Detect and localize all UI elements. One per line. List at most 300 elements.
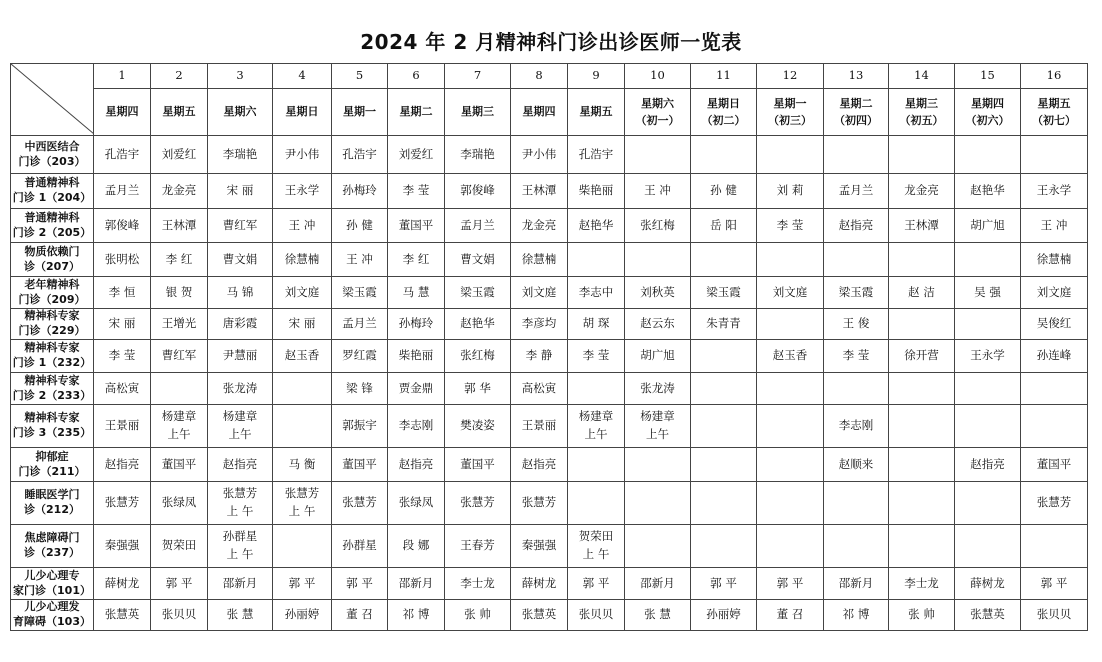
doctor-cell <box>824 568 889 600</box>
weekday-cell <box>332 89 388 136</box>
doctor-cell <box>208 405 273 448</box>
doctor-cell <box>332 525 388 568</box>
weekday-cell <box>151 89 208 136</box>
doctor-cell <box>568 525 625 568</box>
weekday-cell <box>94 89 151 136</box>
doctor-name: 王 冲 <box>346 251 373 266</box>
doctor-name: 王林潭 <box>904 217 939 232</box>
doctor-cell <box>388 174 445 209</box>
doctor-cell <box>511 174 568 209</box>
doctor-cell <box>1021 448 1088 482</box>
doctor-cell <box>94 309 151 340</box>
doctor-name: 王 冲 <box>288 217 316 232</box>
doctor-name: 梁 锋 <box>346 380 373 395</box>
day-number-cell: 16 <box>1021 64 1088 89</box>
day-number-cell: 4 <box>273 64 332 89</box>
clinic-name-line: 门诊（229） <box>18 324 86 337</box>
session-note: 上 午 <box>288 504 316 518</box>
doctor-cell <box>511 448 568 482</box>
doctor-name: 樊凌姿 <box>460 418 495 433</box>
doctor-name: 赵艳华 <box>460 316 495 331</box>
doctor-cell <box>332 136 388 174</box>
doctor-name: 王 俊 <box>842 316 870 331</box>
weekday-label: 星期二 <box>839 96 873 110</box>
doctor-cell <box>273 568 332 600</box>
clinic-name-line: 抑郁症 <box>35 449 69 463</box>
doctor-cell <box>691 340 757 373</box>
doctor-name: 李 红 <box>402 251 430 266</box>
doctor-cell <box>955 309 1021 340</box>
doctor-name: 孟月兰 <box>838 183 874 198</box>
doctor-name: 刘文庭 <box>284 284 320 299</box>
doctor-cell <box>388 277 445 309</box>
weekday-label: （初七） <box>1032 114 1076 127</box>
doctor-cell <box>445 340 511 373</box>
clinic-name-cell <box>11 340 94 373</box>
doctor-name: 祁 博 <box>842 607 870 622</box>
doctor-name: 马 衡 <box>288 456 316 471</box>
clinic-name-cell <box>11 309 94 340</box>
doctor-cell <box>94 209 151 243</box>
day-number-cell: 11 <box>691 64 757 89</box>
doctor-name: 曹红军 <box>222 217 258 232</box>
doctor-name: 秦强强 <box>521 538 557 553</box>
doctor-cell <box>151 405 208 448</box>
doctor-cell <box>955 277 1021 309</box>
doctor-cell <box>208 309 273 340</box>
doctor-name: 郭俊峰 <box>104 217 140 232</box>
doctor-cell <box>94 174 151 209</box>
doctor-cell <box>625 136 691 174</box>
doctor-name: 李志刚 <box>398 418 434 433</box>
doctor-name: 曹文娟 <box>222 251 258 266</box>
weekday-label: 星期四 <box>971 96 1004 110</box>
doctor-name: 王景丽 <box>521 418 557 433</box>
doctor-cell <box>757 405 824 448</box>
doctor-cell <box>1021 277 1088 309</box>
day-number-cell: 8 <box>511 64 568 89</box>
doctor-name: 李瑞艳 <box>460 146 495 161</box>
doctor-cell <box>332 174 388 209</box>
doctor-name: 孙 健 <box>346 217 373 232</box>
doctor-cell <box>332 568 388 600</box>
session-note: 上午 <box>167 427 191 441</box>
weekday-label: （初二） <box>701 114 746 127</box>
doctor-name: 张慧芳 <box>1036 495 1072 510</box>
page-title: 2024 年 2 月精神科门诊出诊医师一览表 <box>360 30 742 54</box>
doctor-cell <box>511 568 568 600</box>
doctor-cell <box>445 309 511 340</box>
clinic-name-cell <box>11 525 94 568</box>
doctor-name: 张贝贝 <box>1036 607 1072 622</box>
clinic-name-cell <box>11 405 94 448</box>
doctor-cell <box>757 600 824 631</box>
doctor-cell <box>824 600 889 631</box>
weekday-label: （初五） <box>899 114 944 127</box>
doctor-name: 柴艳丽 <box>398 348 434 363</box>
clinic-row <box>11 482 1088 525</box>
doctor-cell <box>955 448 1021 482</box>
doctor-name: 张慧英 <box>521 607 557 622</box>
doctor-cell <box>273 482 332 525</box>
clinic-name-cell <box>11 136 94 174</box>
doctor-cell <box>757 482 824 525</box>
clinic-row <box>11 600 1088 631</box>
doctor-cell <box>1021 243 1088 277</box>
diagonal-line <box>11 64 94 134</box>
doctor-cell <box>445 174 511 209</box>
doctor-name: 郭俊峰 <box>460 183 495 198</box>
doctor-cell <box>625 174 691 209</box>
doctor-name: 赵指亮 <box>970 456 1005 471</box>
doctor-cell <box>625 373 691 405</box>
doctor-cell <box>568 136 625 174</box>
clinic-name-cell <box>11 373 94 405</box>
day-number-cell: 9 <box>568 64 625 89</box>
doctor-name: 龙金亮 <box>521 217 557 232</box>
doctor-name: 朱青青 <box>706 316 741 331</box>
doctor-cell <box>511 405 568 448</box>
clinic-name-cell <box>11 568 94 600</box>
doctor-name: 杨建章 <box>578 409 614 424</box>
doctor-name: 张红梅 <box>460 348 495 363</box>
doctor-cell <box>955 243 1021 277</box>
doctor-cell <box>151 600 208 631</box>
doctor-cell <box>208 243 273 277</box>
doctor-name: 李士龙 <box>460 575 495 590</box>
doctor-name: 董国平 <box>342 456 377 471</box>
clinic-row <box>11 277 1088 309</box>
weekday-label: （初六） <box>965 114 1010 127</box>
doctor-cell <box>388 243 445 277</box>
doctor-name: 王林潭 <box>161 217 197 232</box>
doctor-cell <box>568 405 625 448</box>
doctor-cell <box>332 448 388 482</box>
clinic-name-line: 普通精神科 <box>24 210 80 224</box>
doctor-name: 梁玉霞 <box>342 284 377 299</box>
clinic-name-cell <box>11 243 94 277</box>
doctor-name: 孟月兰 <box>104 183 140 198</box>
day-number-cell: 10 <box>625 64 691 89</box>
doctor-cell <box>757 209 824 243</box>
doctor-name: 曹红军 <box>161 348 197 363</box>
doctor-cell <box>511 482 568 525</box>
doctor-name: 徐慧楠 <box>1036 251 1072 266</box>
doctor-name: 赵指亮 <box>838 217 874 232</box>
doctor-cell <box>889 174 955 209</box>
doctor-cell <box>151 209 208 243</box>
doctor-cell <box>955 482 1021 525</box>
clinic-name-line: 精神科专家 <box>24 373 80 387</box>
doctor-name: 张 慧 <box>226 607 254 622</box>
doctor-cell <box>208 136 273 174</box>
doctor-name: 王景丽 <box>104 418 140 433</box>
weekday-label: 星期六 <box>223 105 257 119</box>
doctor-cell <box>568 209 625 243</box>
clinic-row <box>11 568 1088 600</box>
clinic-name-line: 普通精神科 <box>24 176 80 190</box>
doctor-name: 罗红霞 <box>342 348 377 363</box>
doctor-cell <box>388 373 445 405</box>
doctor-name: 王永学 <box>284 183 320 198</box>
day-number-cell: 13 <box>824 64 889 89</box>
corner-header-cell <box>11 64 94 136</box>
doctor-cell <box>625 525 691 568</box>
weekday-label: （初三） <box>768 114 812 127</box>
doctor-cell <box>625 448 691 482</box>
doctor-cell <box>625 482 691 525</box>
doctor-name: 薛树龙 <box>970 575 1005 590</box>
doctor-cell <box>94 136 151 174</box>
doctor-cell <box>568 309 625 340</box>
doctor-name: 李 恒 <box>108 284 136 299</box>
doctor-cell <box>332 373 388 405</box>
doctor-name: 龙金亮 <box>161 183 197 198</box>
doctor-cell <box>208 277 273 309</box>
doctor-cell <box>757 340 824 373</box>
doctor-cell <box>955 600 1021 631</box>
doctor-name: 银 贺 <box>165 284 193 299</box>
doctor-name: 李瑞艳 <box>222 146 258 161</box>
doctor-cell <box>94 373 151 405</box>
doctor-cell <box>1021 340 1088 373</box>
clinic-row <box>11 340 1088 373</box>
doctor-name: 王增光 <box>161 316 197 331</box>
doctor-name: 杨建章 <box>640 409 675 424</box>
doctor-cell <box>568 568 625 600</box>
doctor-cell <box>151 243 208 277</box>
doctor-cell <box>511 243 568 277</box>
doctor-cell <box>889 309 955 340</box>
day-number-cell: 5 <box>332 64 388 89</box>
doctor-cell <box>151 568 208 600</box>
weekday-label: 星期一 <box>343 105 376 119</box>
doctor-cell <box>691 448 757 482</box>
doctor-cell <box>824 136 889 174</box>
doctor-cell <box>273 448 332 482</box>
doctor-cell <box>889 600 955 631</box>
doctor-cell <box>824 448 889 482</box>
doctor-name: 刘秋英 <box>640 284 675 299</box>
doctor-name: 梁玉霞 <box>706 284 741 299</box>
clinic-row <box>11 136 1088 174</box>
doctor-cell <box>568 600 625 631</box>
doctor-name: 胡 琛 <box>582 316 610 331</box>
doctor-name: 张红梅 <box>640 217 675 232</box>
doctor-cell <box>511 209 568 243</box>
doctor-name: 张慧芳 <box>521 495 557 510</box>
doctor-cell <box>1021 405 1088 448</box>
doctor-cell <box>824 525 889 568</box>
doctor-name: 徐开营 <box>904 348 939 363</box>
day-number-cell: 12 <box>757 64 824 89</box>
weekday-label: 星期一 <box>773 96 807 110</box>
doctor-name: 李志中 <box>578 284 614 299</box>
weekday-label: 星期六 <box>641 96 674 110</box>
doctor-cell <box>332 600 388 631</box>
doctor-cell <box>388 568 445 600</box>
doctor-cell <box>388 136 445 174</box>
doctor-name: 胡广旭 <box>640 348 675 363</box>
doctor-cell <box>94 568 151 600</box>
weekday-cell <box>625 89 691 136</box>
doctor-name: 董 召 <box>346 607 373 622</box>
clinic-name-line: 育障碍（103） <box>13 615 91 628</box>
doctor-cell <box>691 309 757 340</box>
doctor-name: 高松寅 <box>104 380 140 395</box>
day-number-row <box>11 64 1088 89</box>
doctor-cell <box>625 568 691 600</box>
doctor-cell <box>955 405 1021 448</box>
doctor-cell <box>889 373 955 405</box>
weekday-label: 星期二 <box>399 105 433 119</box>
doctor-cell <box>273 340 332 373</box>
doctor-name: 张贝贝 <box>161 607 197 622</box>
weekday-cell <box>691 89 757 136</box>
doctor-cell <box>691 600 757 631</box>
doctor-name: 吴 强 <box>974 284 1001 299</box>
doctor-cell <box>691 243 757 277</box>
doctor-cell <box>511 373 568 405</box>
weekday-cell <box>208 89 273 136</box>
doctor-name: 郭振宇 <box>342 418 377 433</box>
schedule-table <box>10 63 1088 631</box>
doctor-name: 尹慧丽 <box>222 348 258 363</box>
doctor-cell <box>445 600 511 631</box>
doctor-cell <box>625 277 691 309</box>
doctor-cell <box>445 136 511 174</box>
doctor-name: 宋 丽 <box>288 316 316 331</box>
doctor-cell <box>691 405 757 448</box>
doctor-cell <box>332 277 388 309</box>
clinic-name-cell <box>11 209 94 243</box>
clinic-name-line: 门诊（211） <box>18 464 86 478</box>
day-number-cell: 6 <box>388 64 445 89</box>
day-number-cell: 2 <box>151 64 208 89</box>
clinic-name-line: 门诊 3（235） <box>12 426 92 439</box>
doctor-cell <box>151 482 208 525</box>
weekday-label: 星期三 <box>461 105 494 119</box>
doctor-name: 李彦均 <box>521 316 557 331</box>
weekday-cell <box>757 89 824 136</box>
doctor-cell <box>208 448 273 482</box>
clinic-name-cell <box>11 482 94 525</box>
clinic-name-line: 门诊 1（204） <box>12 191 92 204</box>
weekday-cell <box>445 89 511 136</box>
doctor-name: 王 冲 <box>644 183 671 198</box>
doctor-name: 段 娜 <box>402 538 430 553</box>
doctor-cell <box>332 209 388 243</box>
weekday-label: 星期四 <box>105 105 139 119</box>
doctor-name: 王永学 <box>970 348 1005 363</box>
doctor-name: 郭 平 <box>1040 575 1068 590</box>
session-note: 上 午 <box>226 547 254 561</box>
doctor-name: 秦强强 <box>104 538 140 553</box>
clinic-name-cell <box>11 448 94 482</box>
doctor-cell <box>955 525 1021 568</box>
day-number-cell: 14 <box>889 64 955 89</box>
doctor-cell <box>1021 136 1088 174</box>
doctor-name: 刘文庭 <box>521 284 557 299</box>
clinic-name-line: 诊（237） <box>24 546 80 559</box>
doctor-cell <box>445 373 511 405</box>
doctor-cell <box>824 277 889 309</box>
doctor-cell <box>445 525 511 568</box>
doctor-cell <box>94 448 151 482</box>
doctor-name: 刘爱红 <box>161 146 197 161</box>
doctor-cell <box>955 568 1021 600</box>
doctor-name: 唐彩霞 <box>222 316 258 331</box>
doctor-cell <box>568 277 625 309</box>
doctor-cell <box>757 309 824 340</box>
doctor-name: 孙梅玲 <box>342 183 377 198</box>
doctor-cell <box>388 340 445 373</box>
doctor-name: 贺荣田 <box>578 529 614 544</box>
doctor-cell <box>757 277 824 309</box>
doctor-name: 薛树龙 <box>104 575 140 590</box>
doctor-cell <box>151 373 208 405</box>
weekday-label: （初四） <box>834 114 878 127</box>
doctor-cell <box>1021 482 1088 525</box>
doctor-name: 孙连峰 <box>1036 348 1072 363</box>
doctor-name: 邵新月 <box>222 575 258 590</box>
doctor-cell <box>208 482 273 525</box>
doctor-name: 孟月兰 <box>342 316 377 331</box>
doctor-cell <box>511 525 568 568</box>
doctor-cell <box>332 482 388 525</box>
doctor-name: 董国平 <box>161 456 197 471</box>
doctor-cell <box>445 568 511 600</box>
doctor-cell <box>151 525 208 568</box>
weekday-cell <box>388 89 445 136</box>
doctor-cell <box>208 525 273 568</box>
doctor-name: 张慧芳 <box>104 495 140 510</box>
doctor-cell <box>889 136 955 174</box>
doctor-cell <box>955 209 1021 243</box>
weekday-label: 星期五 <box>1037 96 1071 110</box>
doctor-cell <box>273 600 332 631</box>
doctor-cell <box>94 600 151 631</box>
clinic-name-line: 门诊（209） <box>18 292 86 306</box>
doctor-cell <box>388 448 445 482</box>
doctor-cell <box>445 209 511 243</box>
doctor-name: 张慧芳 <box>342 495 377 510</box>
doctor-cell <box>889 277 955 309</box>
doctor-name: 岳 阳 <box>710 217 737 232</box>
doctor-cell <box>824 340 889 373</box>
doctor-cell <box>208 209 273 243</box>
doctor-cell <box>94 277 151 309</box>
doctor-name: 张明松 <box>104 251 140 266</box>
doctor-name: 孙丽婷 <box>706 607 741 622</box>
doctor-name: 李士龙 <box>904 575 939 590</box>
doctor-name: 柴艳丽 <box>578 183 614 198</box>
clinic-name-line: 精神科专家 <box>24 411 80 425</box>
doctor-cell <box>445 243 511 277</box>
doctor-cell <box>691 525 757 568</box>
doctor-cell <box>151 174 208 209</box>
doctor-name: 曹文娟 <box>460 251 495 266</box>
doctor-cell <box>94 525 151 568</box>
doctor-name: 李 莹 <box>582 348 610 363</box>
doctor-cell <box>511 340 568 373</box>
doctor-cell <box>691 373 757 405</box>
session-note: 上 午 <box>582 547 610 561</box>
clinic-name-line: 精神科专家 <box>24 341 80 355</box>
doctor-name: 张 慧 <box>644 607 671 622</box>
doctor-cell <box>1021 373 1088 405</box>
clinic-name-line: 中西医结合 <box>24 139 80 153</box>
